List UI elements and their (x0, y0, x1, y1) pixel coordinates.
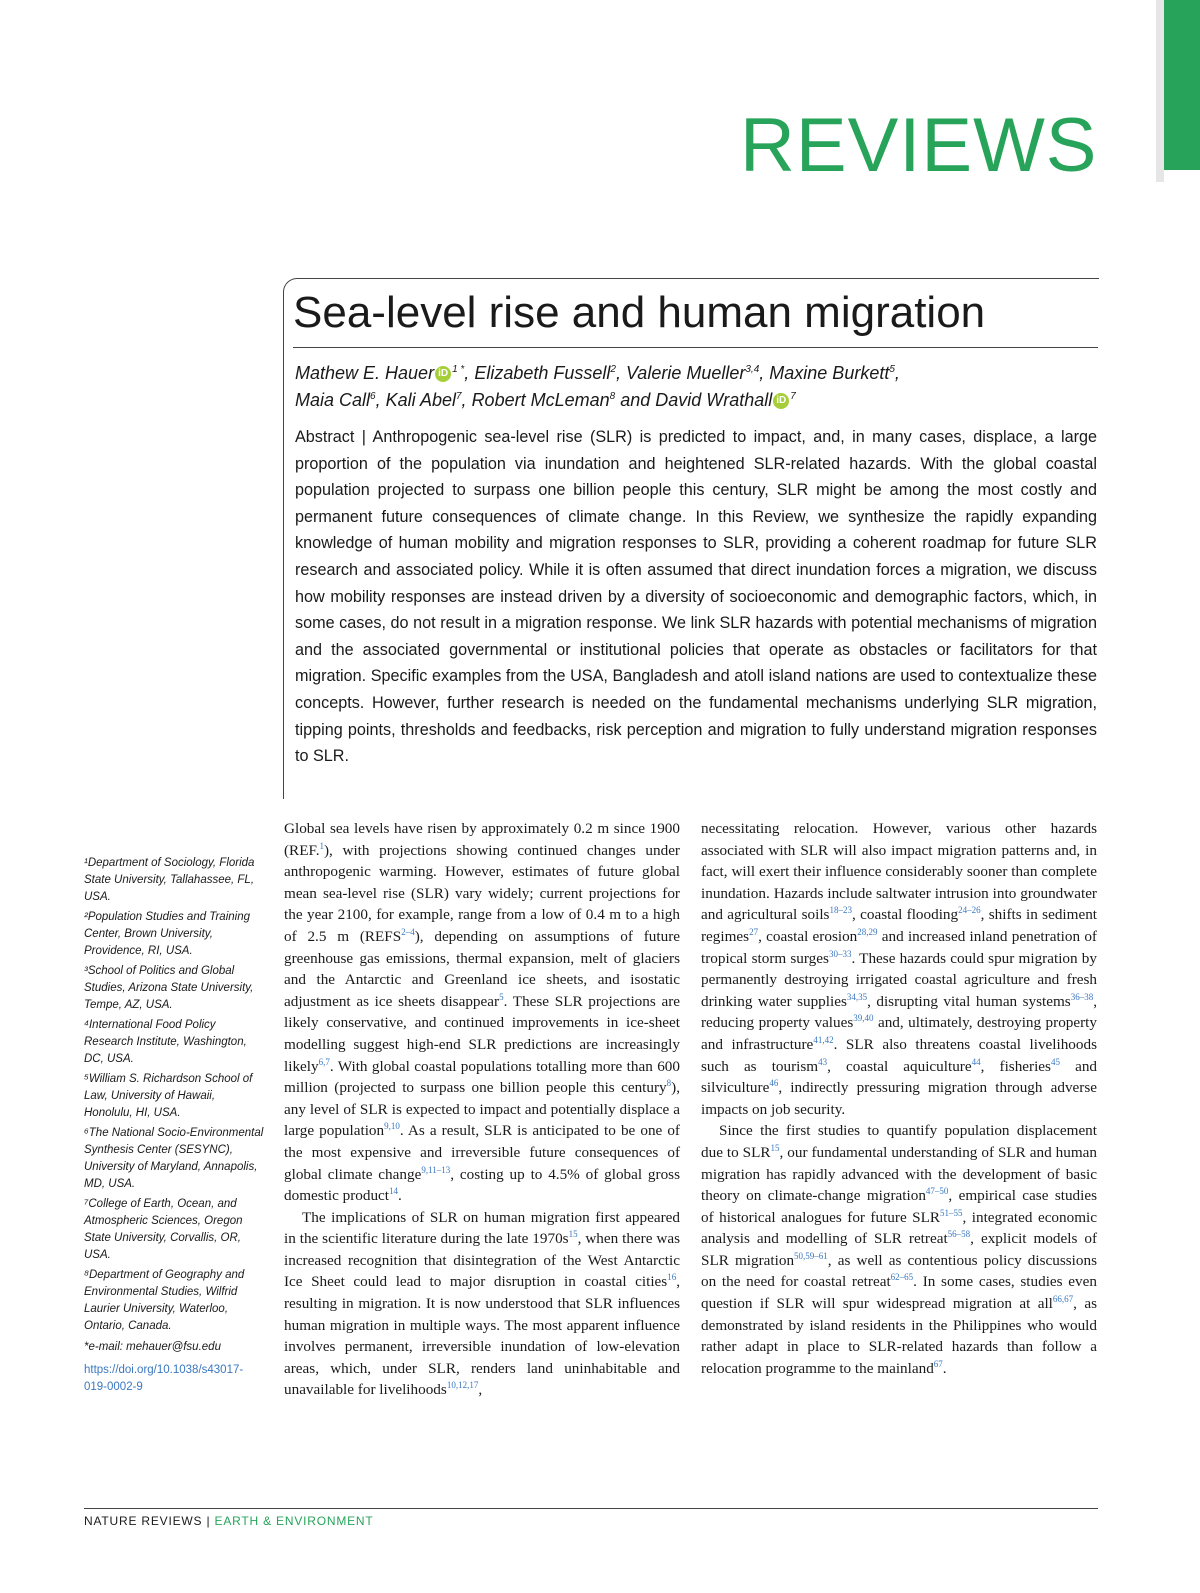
author-name[interactable]: Valerie Mueller (625, 363, 746, 383)
body-text-run: ), any level of SLR is expected to impact and potentially displace a large population (284, 1079, 680, 1140)
reference-citation[interactable]: 44 (971, 1056, 981, 1067)
affiliation-item: ⁷College of Earth, Ocean, and Atmospheric Sciences, Oregon State University, Corvallis, OR, USA. (84, 1198, 243, 1261)
reference-citation[interactable]: 15 (568, 1229, 578, 1240)
reference-citation[interactable]: 24–26 (958, 905, 981, 916)
body-text-run: , integrated economic analysis and modelling of SLR retreat (701, 1208, 1097, 1248)
reference-citation[interactable]: 27 (749, 926, 759, 937)
body-text-run: . SLR also threatens coastal livelihoods such as tourism (701, 1035, 1097, 1075)
reference-citation[interactable]: 39,40 (853, 1013, 874, 1024)
body-text-run: , as demonstrated by island residents in the Philippines who would rather adapt in place to SLR-related hazards than follow a relocation programme to the mainland (701, 1295, 1098, 1377)
body-text-run: , disrupting vital human systems (867, 992, 1071, 1010)
affiliation-item: ³School of Politics and Global Studies, Arizona State University, Tempe, AZ, USA. (84, 965, 254, 1011)
reference-citation[interactable]: 36–38 (1070, 991, 1094, 1002)
footer-journal: NATURE REVIEWS (84, 1514, 203, 1528)
section-label: REVIEWS (740, 103, 1098, 188)
reference-citation[interactable]: 5 (499, 991, 504, 1002)
body-paragraph (284, 818, 680, 1207)
body-text-run: . (398, 1187, 402, 1205)
author-list (295, 360, 1095, 414)
body-text-run: , coastal aquiculture (827, 1057, 972, 1075)
reference-citation[interactable]: 14 (389, 1186, 399, 1197)
corresponding-email[interactable]: *e-mail: mehauer@fsu.edu (84, 1341, 221, 1353)
body-column-2 (701, 818, 1097, 1379)
author-affil-sup: 6 (370, 391, 376, 402)
abstract-label: Abstract (295, 428, 355, 446)
reference-citation[interactable]: 6,7 (318, 1056, 330, 1067)
abstract-text: Anthropogenic sea-level rise (SLR) is predicted to impact, and, in many cases, displace, a large proportion of the population via inundation and heightened SLR-related hazards. With the global coastal population projected to surpass one billion people this century, SLR might be among the most costly and permanent future consequences of climate change. In this Review, we synthesize the rapidly expanding knowledge of human mobility and migration responses to SLR, providing a coherent roadmap for future SLR research and associated policy. While it is often assumed that direct inundation forces a migration, we discuss how mobility responses are instead driven by a diversity of socioeconomic and demographic factors, which, in some cases, do not result in a migration response. We link SLR hazards with potential mechanisms of migration and the associated governmental or institutional policies that operate as obstacles or facilitators for that migration. Specific examples from the USA, Bangladesh and atoll island nations are used to contextualize these concepts. However, further research is needed on the fundamental mechanisms underlying SLR migration, tipping points, thresholds and feedbacks, risk perception and migration to fully understand migration responses to SLR. (295, 428, 1098, 766)
reference-citation[interactable]: 66,67 (1052, 1294, 1074, 1304)
author-name[interactable]: David Wrathall (655, 390, 773, 410)
body-text-run: , indirectly pressuring migration through adverse impacts on job security. (701, 1079, 1097, 1118)
body-text-run: , our fundamental understanding of SLR and human migration has rapidly advanced with the development of basic theory on climate-change migration (701, 1143, 1097, 1205)
affiliations (84, 855, 264, 1399)
reference-citation[interactable]: 10,12,17 (446, 1380, 479, 1391)
affiliation-item: ¹Department of Sociology, Florida State University, Tallahassee, FL, USA. (84, 857, 255, 903)
affiliation-item: ⁵William S. Richardson School of Law, University of Hawaii, Honolulu, HI, USA. (84, 1073, 253, 1119)
reference-citation[interactable]: 51–55 (940, 1207, 963, 1218)
body-text-run: . (942, 1359, 947, 1377)
reference-citation[interactable]: 34,35 (846, 991, 868, 1002)
body-text-run: , costing up to 4.5% of global gross domestic product (284, 1165, 680, 1205)
reference-citation[interactable]: 16 (667, 1272, 677, 1283)
body-text-run: , as well as contentious policy discussions on the need for coastal retreat (701, 1251, 1097, 1291)
reference-citation[interactable]: 18–23 (829, 905, 852, 916)
affiliation-item: ⁸Department of Geography and Environmental Studies, Wilfrid Laurier University, Waterloo, Ontario, Canada. (84, 1269, 245, 1332)
author-affil-sup: 7 (455, 391, 462, 402)
body-text-run: and, ultimately, destroying property and infrastructure (701, 1014, 1097, 1053)
body-text-run: , resulting in migration. It is now understood that SLR influences human migration in multiple ways. The most apparent influence involves permanent, irreversible inundation of low-elevation areas, which, under SLR, renders land uninhabitable and unavailable for livelihoods (284, 1273, 680, 1399)
body-text-run: , coastal flooding (851, 906, 959, 924)
body-text-run: , explicit models of SLR migration (701, 1230, 1097, 1269)
reference-citation[interactable]: 45 (1050, 1056, 1060, 1067)
abstract: Abstract | Anthropogenic sea-level rise (SLR) is predicted to impact, and, in many cases, displace, a large proportion of the population via inundation and heightened SLR-related hazards. With the global coastal population projected to surpass one billion people this century, SLR might be among the most costly and permanent future consequences of climate change. In this Review, we synthesize the rapidly expanding knowledge of human mobility and migration responses to SLR, providing a coherent roadmap for future SLR research and associated policy. While it is often assumed that direct inundation forces a migration, we discuss how mobility responses are instead driven by a diversity of socioeconomic and demographic factors, which, in some cases, do not result in a migration response. We link SLR hazards with potential mechanisms of migration and the associated governmental or institutional policies that operate as obstacles or facilitators for that migration. Specific examples from the USA, Bangladesh and atoll island nations are used to contextualize these concepts. However, further research is needed on the fundamental mechanisms underlying SLR migration, tipping points, thresholds and feedbacks, risk perception and migration to fully understand migration responses to SLR. (295, 428, 1098, 766)
body-paragraph (701, 1120, 1097, 1379)
author-name[interactable]: Elizabeth Fussell (474, 363, 611, 383)
author-name[interactable]: Maia Call (295, 390, 371, 410)
body-text-run: ), depending on assumptions of future greenhouse gas emissions, thermal expansion, melt of glaciers and the Antarctic and Greenland ice sheets, and isostatic adjustment as ice sheets disappear (284, 927, 680, 1010)
page-footer (84, 1514, 374, 1528)
body-text-run: , reducing property values (701, 992, 1097, 1032)
body-text-run: , shifts in sediment regimes (701, 906, 1098, 945)
author-line-2: Maia Call$^6$, Kali Abel$^7$, Robert McLeman$^8$ and David Wrathall iD $^7$ (295, 390, 796, 410)
doi-link[interactable]: https://doi.org/10.1038/s43017-019-0002-9 (84, 1364, 244, 1393)
affiliation-item: ⁴International Food Policy Research Institute, Washington, DC, USA. (84, 1019, 247, 1065)
author-name[interactable]: Robert McLeman (471, 390, 610, 410)
body-text-run: , fisheries (980, 1057, 1051, 1075)
body-text-run: , empirical case studies of historical analogues for future SLR (701, 1187, 1098, 1226)
body-text-run: and increased inland penetration of tropical storm surges (701, 927, 1097, 967)
affiliation-item: ⁶The National Socio-Environmental Synthesis Center (SESYNC), University of Maryland, Annapolis, MD, USA. (84, 1127, 264, 1190)
reference-citation[interactable]: 56–58 (947, 1229, 971, 1240)
reference-citation[interactable]: 2–4 (401, 926, 415, 937)
author-affil-sup: 7 (790, 391, 796, 402)
author-affil-sup: 3,4 (745, 364, 760, 375)
author-line-1: Mathew E. Hauer iD $^{1 *}$, Elizabeth Fussell$^2$, Valerie Mueller$^{3,4}$, Maxine Burkett$^5$, (295, 363, 900, 383)
orcid-icon[interactable]: iD (435, 366, 451, 382)
article-title: Sea-level rise and human migration (293, 288, 986, 337)
body-paragraph (701, 818, 1097, 1120)
page-tab-shadow (1156, 0, 1164, 182)
body-text-run: Since the first studies to quantify population displacement due to SLR (701, 1122, 1097, 1161)
author-affil-sup: 1 * (452, 364, 465, 375)
body-text-run: . These hazards could spur migration by permanently destroying irrigated coastal agriculture and fresh drinking water supplies (701, 949, 1097, 1010)
body-text-run: , (478, 1381, 483, 1399)
section-color-tab (1164, 0, 1200, 170)
body-text-run: The implications of SLR on human migration first appeared in the scientific literature during the late 1970s (284, 1208, 680, 1248)
author-affil-sup: 2 (610, 364, 616, 375)
reference-citation[interactable]: 47–50 (925, 1186, 949, 1197)
body-text-run: . These SLR projections are likely conservative, and continued improvements in ice-sheet modelling suggest high-end SLR predictions are increasingly likely (284, 992, 680, 1075)
footer-rule (84, 1508, 1098, 1509)
body-text-run: Global sea levels have risen by approximately 0.2 m since 1900 (REF. (284, 820, 680, 859)
reference-citation[interactable]: 67 (933, 1358, 943, 1369)
body-text-run: . As a result, SLR is anticipated to be one of the most expensive and irreversible future consequences of global climate change (284, 1122, 680, 1183)
reference-citation[interactable]: 50,59–61 (794, 1250, 828, 1261)
body-text-run: , coastal erosion (758, 927, 858, 945)
author-name[interactable]: Mathew E. Hauer (295, 363, 435, 383)
author-name[interactable]: Maxine Burkett (769, 363, 890, 383)
reference-citation[interactable]: 46 (769, 1078, 779, 1089)
affiliation-item: ²Population Studies and Training Center, Brown University, Providence, RI, USA. (84, 911, 251, 957)
body-paragraph (284, 1207, 680, 1401)
reference-citation[interactable]: 28,29 (857, 926, 878, 937)
reference-citation[interactable]: 1 (319, 840, 324, 851)
body-text-run: . In some cases, studies even question if SLR will spur widespread migration at all (701, 1273, 1097, 1313)
reference-citation[interactable]: 30–33 (828, 948, 852, 959)
reference-citation[interactable]: 43 (818, 1056, 828, 1067)
body-column-1 (284, 818, 680, 1401)
reference-citation[interactable]: 41,42 (813, 1034, 834, 1045)
body-text-run: necessitating relocation. However, various other hazards associated with SLR will also impact migration patterns and, in fact, will exert their influence considerably sooner than complete inundation. Hazards include saltwater intrusion into groundwater and agricultural soils (701, 820, 1097, 924)
title-rule (293, 347, 1098, 348)
body-text-run: . With global coastal populations totalling more than 600 million (projected to surpass one billion people this century (284, 1057, 680, 1097)
reference-citation[interactable]: 9,10 (384, 1121, 400, 1132)
body-text-run: ), with projections showing continued changes under anthropogenic warming. However, estimates of future global mean sea-level rise (SLR) vary widely; current projections for the year 2100, for example, range from a low of 0.4 m to a high of 2.5 m (REFS (284, 841, 680, 945)
author-affil-sup: 5 (889, 364, 895, 375)
reference-citation[interactable]: 9,11–13 (421, 1164, 451, 1175)
body-text-run: , when there was increased recognition that disintegration of the West Antarctic Ice Sheet could lead to major disruption in coastal cities (284, 1230, 680, 1291)
author-affil-sup: 8 (609, 391, 616, 402)
reference-citation[interactable]: 15 (770, 1142, 780, 1153)
body-text-run: and silviculture (701, 1057, 1098, 1097)
author-name[interactable]: Kali Abel (385, 390, 456, 410)
orcid-icon[interactable]: iD (773, 393, 789, 409)
footer-section: EARTH & ENVIRONMENT (214, 1514, 374, 1528)
footer-separator: | (206, 1514, 211, 1528)
reference-citation[interactable]: 8 (666, 1078, 672, 1089)
reference-citation[interactable]: 62–65 (890, 1272, 914, 1283)
